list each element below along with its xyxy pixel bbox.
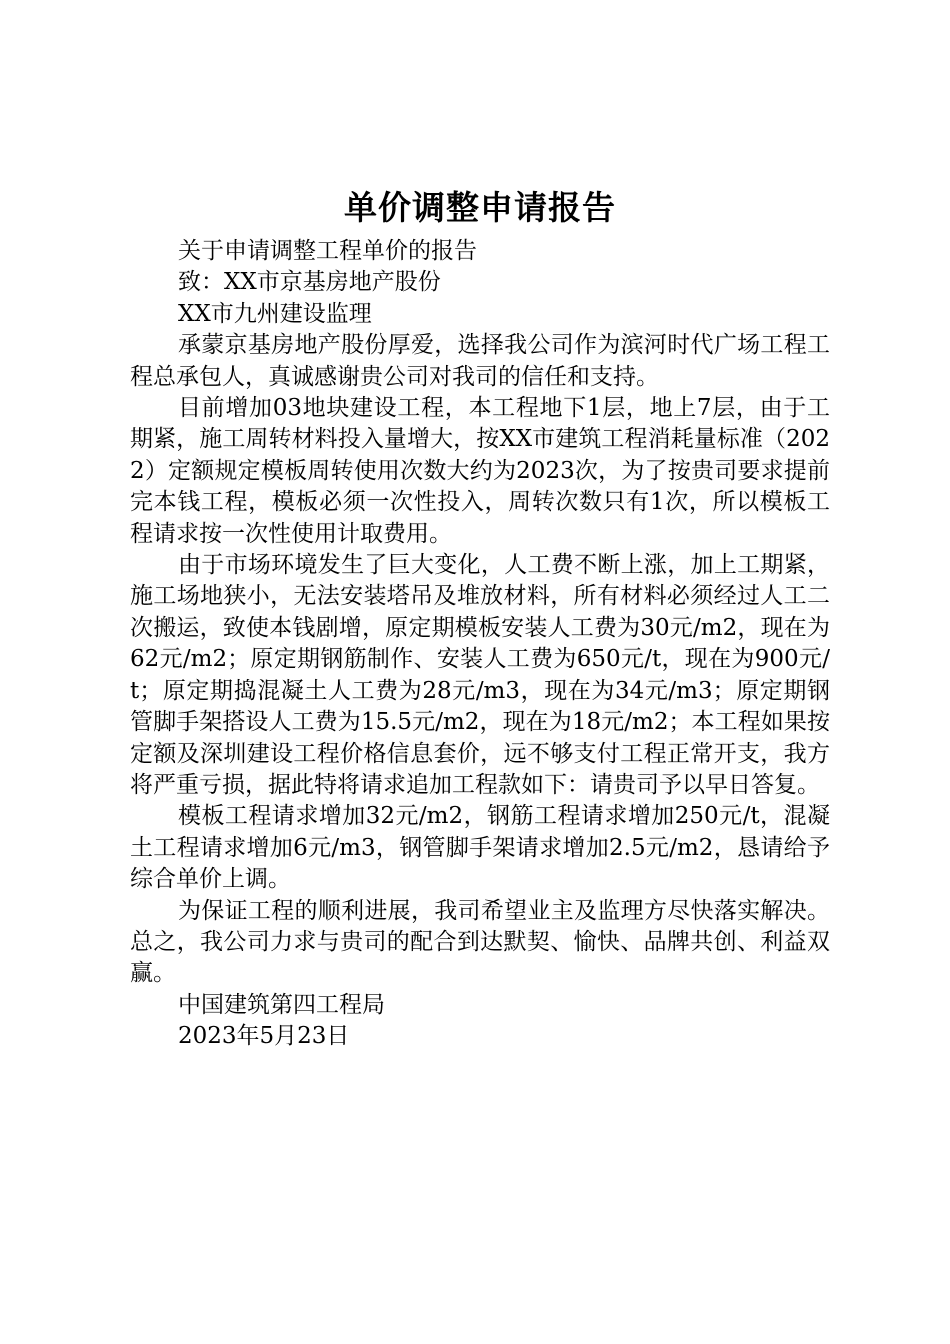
recipient-line: 致：XX市京基房地产股份 (178, 269, 441, 296)
document-title: 单价调整申请报告 (344, 188, 616, 227)
body-paragraph: 目前增加03地块建设工程，本工程地下1层，地上7层，由于工期紧，施工周转材料投入量增大，按XX市建筑工程消耗量标准（2022）定额规定模板周转使用次数大约为2023次，为了按贵司要求提前完本钱工程，模板必须一次性投入，周转次数只有1次，所以模板工程请求按一次性使用计取费用。 (130, 395, 830, 547)
body-paragraph: 承蒙京基房地产股份厚爱，选择我公司作为滨河时代广场工程工程总承包人，真诚感谢贵公司对我司的信任和支持。 (130, 332, 830, 390)
document-page (130, 180, 830, 1053)
signature-company: 中国建筑第四工程局 (178, 991, 385, 1018)
recipient-line-2: XX市九州建设监理 (178, 300, 372, 327)
body-paragraph: 为保证工程的顺利进展，我司希望业主及监理方尽快落实解决。总之，我公司力求与贵司的配合到达默契、愉快、品牌共创、利益双赢。 (130, 897, 830, 987)
subject-line: 关于申请调整工程单价的报告 (178, 238, 477, 264)
signature-date: 2023年5月23日 (178, 1023, 350, 1050)
body-paragraph: 模板工程请求增加32元/m2，钢筋工程请求增加250元/t，混凝土工程请求增加6元/m3，钢管脚手架请求增加2.5元/m2，恳请给予综合单价上调。 (130, 803, 830, 893)
body-paragraph: 由于市场环境发生了巨大变化，人工费不断上涨，加上工期紧，施工场地狭小，无法安装塔吊及堆放材料，所有材料必须经过人工二次搬运，致使本钱剧增，原定期模板安装人工费为30元/m2，现在为62元/m2；原定期钢筋制作、安装人工费为650元/t，现在为900元/t；原定期捣混凝土人工费为28元/m3，现在为34元/m3；原定期钢管脚手架搭设人工费为15.5元/m2，现在为18元/m2；本工程如果按定额及深圳建设工程价格信息套价，远不够支付工程正常开支，我方将严重亏损，据此特将请求追加工程款如下：请贵司予以早日答复。 (130, 552, 830, 798)
